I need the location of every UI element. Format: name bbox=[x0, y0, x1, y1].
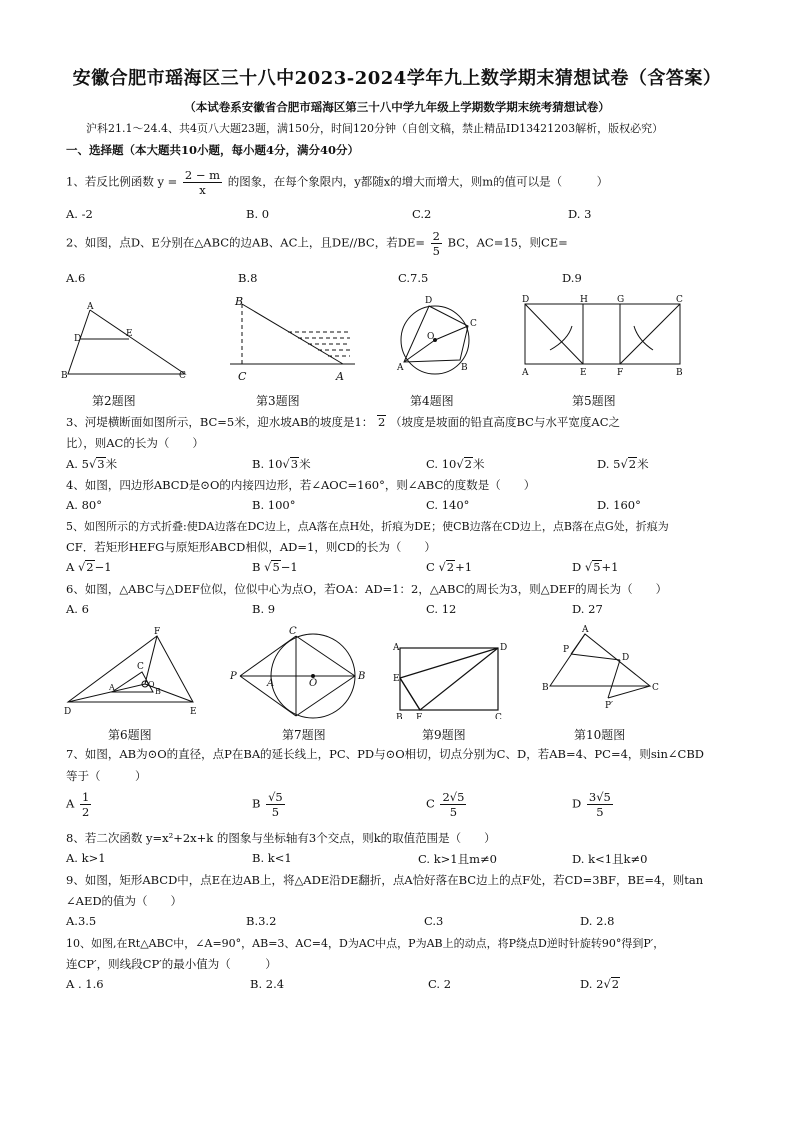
svg-text:C: C bbox=[495, 713, 502, 719]
q4-option-d: D. 160° bbox=[597, 498, 641, 512]
q3-radical: 2 bbox=[377, 415, 386, 429]
svg-text:A: A bbox=[582, 625, 589, 635]
q2-text-post: BC，AC=15，则CE= bbox=[447, 235, 568, 250]
svg-text:H: H bbox=[580, 295, 588, 305]
question-3-line-1 bbox=[66, 414, 620, 430]
q7-option-b: B $\frac{√5}{5}$ bbox=[252, 790, 283, 819]
svg-text:C: C bbox=[470, 319, 477, 329]
svg-text:D: D bbox=[500, 643, 508, 653]
svg-text:C: C bbox=[137, 662, 144, 672]
figure-q7-tangents bbox=[229, 626, 365, 718]
svg-text:B: B bbox=[542, 683, 549, 693]
q5-option-a: A √2−1 bbox=[66, 560, 112, 574]
question-9-line-1: 9、如图，矩形ABCD中，点E在边AB上，将△ADE沿DE翻折，点A恰好落在BC边上的点F处，若CD=3BF，BE=4，则tan bbox=[66, 873, 704, 887]
page-title: 安徽合肥市瑶海区三十八中2023-2024学年九上数学期末猜想试卷（含答案） bbox=[72, 68, 722, 89]
svg-text:P: P bbox=[230, 671, 237, 682]
q5-option-b: B √5−1 bbox=[252, 560, 298, 574]
q3-option-a: A. 5√3米 bbox=[66, 457, 118, 471]
q1-denominator: x bbox=[199, 183, 206, 197]
svg-text:E: E bbox=[393, 674, 400, 684]
q6-option-c: C. 12 bbox=[426, 602, 457, 616]
svg-text:C: C bbox=[676, 295, 683, 305]
q5-option-c: C √2+1 bbox=[426, 560, 473, 574]
svg-text:A: A bbox=[109, 683, 115, 692]
figure-q5-folding bbox=[521, 295, 683, 378]
svg-text:A: A bbox=[522, 368, 529, 378]
question-10-line-2: 连CP′，则线段CP′的最小值为（ ） bbox=[66, 957, 277, 971]
question-4: 4、如图，四边形ABCD是⊙O的内接四边形，若∠AOC=160°，则∠ABC的度数是（ ） bbox=[66, 478, 536, 492]
svg-text:D: D bbox=[622, 653, 630, 663]
svg-text:C: C bbox=[238, 370, 247, 383]
q9-option-c: C.3 bbox=[424, 914, 444, 928]
q4-option-a: A. 80° bbox=[66, 498, 102, 512]
q1-option-d: D. 3 bbox=[568, 207, 592, 221]
question-6: 6、如图，△ABC与△DEF位似，位似中心为点O，若OA：AD=1：2，△ABC的周长为3，则△DEF的周长为（ ） bbox=[66, 582, 668, 596]
svg-text:A: A bbox=[393, 643, 400, 653]
question-3-line-2: 比），则AC的长为（ ） bbox=[66, 436, 204, 450]
svg-text:B: B bbox=[676, 368, 683, 378]
svg-text:A: A bbox=[336, 370, 344, 383]
q10-option-a: A . 1.6 bbox=[66, 977, 104, 991]
q1-text-post: 的图象，在每个象限内，y都随x的增大而增大，则m的值可以是（ ） bbox=[227, 174, 609, 189]
q2-denominator: 5 bbox=[432, 244, 440, 258]
q5-option-d: D √5+1 bbox=[572, 560, 619, 574]
question-8: 8、若二次函数 y=x²+2x+k 的图象与坐标轴有3个交点，则k的取值范围是（ ） bbox=[66, 831, 496, 845]
q2-fraction bbox=[431, 229, 442, 258]
svg-text:C: C bbox=[289, 626, 297, 637]
figure-q6-homothety bbox=[64, 627, 197, 717]
page-subtitle: （本试卷系安徽省合肥市瑶海区第三十八中学九年级上学期数学期末统考猜想试卷） bbox=[184, 100, 610, 114]
q1-option-a: A. -2 bbox=[66, 207, 93, 221]
q4-option-c: C. 140° bbox=[426, 498, 470, 512]
q10-option-d: D. 2√2 bbox=[580, 977, 620, 991]
figures-row-2 bbox=[60, 624, 750, 719]
svg-text:F: F bbox=[154, 627, 161, 637]
svg-text:B: B bbox=[61, 371, 68, 381]
q2-option-a: A.6 bbox=[66, 271, 86, 285]
svg-text:B: B bbox=[396, 713, 403, 719]
q4-option-b: B. 100° bbox=[252, 498, 296, 512]
q8-option-b: B. k<1 bbox=[252, 851, 292, 865]
q1-option-c: C.2 bbox=[412, 207, 432, 221]
figure-q9-rectangle-fold bbox=[392, 643, 507, 719]
svg-text:B: B bbox=[358, 671, 366, 682]
q1-text-pre: 1、若反比例函数 y = bbox=[66, 174, 178, 189]
q6-option-d: D. 27 bbox=[572, 602, 603, 616]
caption-fig-5: 第5题图 bbox=[572, 394, 616, 408]
q3-option-d: D. 5√2米 bbox=[597, 457, 649, 471]
svg-text:O: O bbox=[148, 680, 155, 689]
svg-text:A: A bbox=[267, 678, 275, 689]
svg-text:D: D bbox=[74, 334, 82, 344]
q6-option-b: B. 9 bbox=[252, 602, 276, 616]
q2-option-c: C.7.5 bbox=[398, 271, 429, 285]
q8-option-a: A. k>1 bbox=[66, 851, 106, 865]
svg-text:A: A bbox=[397, 363, 404, 373]
q2-numerator: 2 bbox=[432, 229, 440, 243]
caption-fig-9: 第9题图 bbox=[422, 728, 466, 742]
question-10-line-1: 10、如图,在Rt△ABC中，∠A=90°，AB=3、AC=4，D为AC中点，P为AB上的动点，将P绕点D逆时针旋转90°得到P′， bbox=[66, 937, 665, 950]
q10-option-b: B. 2.4 bbox=[250, 977, 285, 991]
svg-text:C: C bbox=[179, 371, 186, 381]
svg-text:C: C bbox=[652, 683, 659, 693]
question-7-line-2: 等于（ ） bbox=[66, 769, 147, 783]
q9-option-b: B.3.2 bbox=[246, 914, 277, 928]
svg-text:E: E bbox=[580, 368, 587, 378]
q3-option-b: B. 10√3米 bbox=[252, 457, 311, 471]
q8-option-d: D. k<1且k≠0 bbox=[572, 852, 648, 866]
svg-text:O: O bbox=[309, 678, 318, 689]
question-5-line-2: CF．若矩形HEFG与原矩形ABCD相似，AD=1，则CD的长为（ ） bbox=[66, 540, 436, 554]
q3-text-post: （坡度是坡面的铅直高度BC与水平宽度AC之 bbox=[389, 415, 621, 429]
svg-text:D: D bbox=[64, 707, 72, 717]
q1-fraction bbox=[183, 168, 222, 197]
caption-fig-6: 第6题图 bbox=[108, 728, 152, 742]
caption-fig-3: 第3题图 bbox=[256, 394, 300, 408]
figure-q2-triangle bbox=[61, 302, 186, 381]
svg-text:E: E bbox=[190, 707, 197, 717]
svg-text:A: A bbox=[87, 302, 94, 312]
caption-fig-10: 第10题图 bbox=[574, 728, 626, 742]
figure-q4-circle bbox=[396, 296, 477, 374]
q1-numerator: 2 − m bbox=[184, 168, 221, 182]
q2-text-pre: 2、如图，点D、E分别在△ABC的边AB、AC上，且DE//BC，若DE= bbox=[66, 235, 425, 250]
svg-text:G: G bbox=[617, 295, 625, 305]
svg-text:D: D bbox=[522, 295, 530, 305]
svg-text:B: B bbox=[461, 363, 468, 373]
svg-text:B: B bbox=[155, 687, 161, 696]
exam-info: 沪科21.1～24.4、共4页八大题23题，满150分，时间120分钟（自创文稿，禁止精品ID13421203解析，版权必究） bbox=[86, 122, 664, 135]
q7-option-d: D $\frac{3√5}{5}$ bbox=[572, 790, 611, 819]
question-9-line-2: ∠AED的值为（ ） bbox=[66, 894, 183, 908]
section-heading: 一、选择题（本大题共10小题，每小题4分，满分40分） bbox=[66, 143, 360, 157]
caption-fig-4: 第4题图 bbox=[410, 394, 454, 408]
svg-text:D: D bbox=[425, 296, 433, 306]
figure-q3-embankment bbox=[230, 295, 355, 383]
q3-option-c: C. 10√2米 bbox=[426, 457, 485, 471]
q10-option-c: C. 2 bbox=[428, 977, 452, 991]
svg-text:P: P bbox=[563, 645, 570, 655]
q1-option-b: B. 0 bbox=[246, 207, 270, 221]
svg-text:F: F bbox=[416, 713, 423, 719]
q8-option-c: C. k>1且m≠0 bbox=[418, 852, 497, 866]
question-5-line-1: 5、如图所示的方式折叠:使DA边落在DC边上，点A落在点H处，折痕为DE；使CB边落在CD边上，点B落在点G处，折痕为 bbox=[66, 520, 669, 533]
question-7-line-1: 7、如图，AB为⊙O的直径，点P在BA的延长线上，PC、PD与⊙O相切，切点分别为C、D，若AB=4、PC=4，则sin∠CBD bbox=[66, 747, 704, 761]
svg-text:E: E bbox=[126, 329, 133, 339]
svg-text:O: O bbox=[427, 332, 435, 342]
figure-q10-triangle bbox=[542, 625, 659, 711]
q9-option-d: D. 2.8 bbox=[580, 914, 615, 928]
svg-text:B: B bbox=[235, 295, 244, 308]
q9-option-a: A.3.5 bbox=[66, 914, 97, 928]
svg-text:F: F bbox=[617, 368, 624, 378]
q7-option-a: A $\frac{1}{2}$ bbox=[66, 790, 90, 819]
q2-option-d: D.9 bbox=[562, 271, 582, 285]
question-1 bbox=[66, 168, 608, 197]
q3-text: 3、河堤横断面如图所示，BC=5米，迎水坡AB的坡度是1： bbox=[66, 415, 374, 429]
q7-option-c: C $\frac{2√5}{5}$ bbox=[426, 790, 465, 819]
figures-row-1 bbox=[60, 292, 750, 387]
q2-option-b: B.8 bbox=[238, 271, 258, 285]
question-2 bbox=[66, 229, 568, 258]
caption-fig-7: 第7题图 bbox=[282, 728, 326, 742]
svg-text:P′: P′ bbox=[605, 701, 614, 711]
caption-fig-2: 第2题图 bbox=[92, 394, 136, 408]
q6-option-a: A. 6 bbox=[66, 602, 89, 616]
